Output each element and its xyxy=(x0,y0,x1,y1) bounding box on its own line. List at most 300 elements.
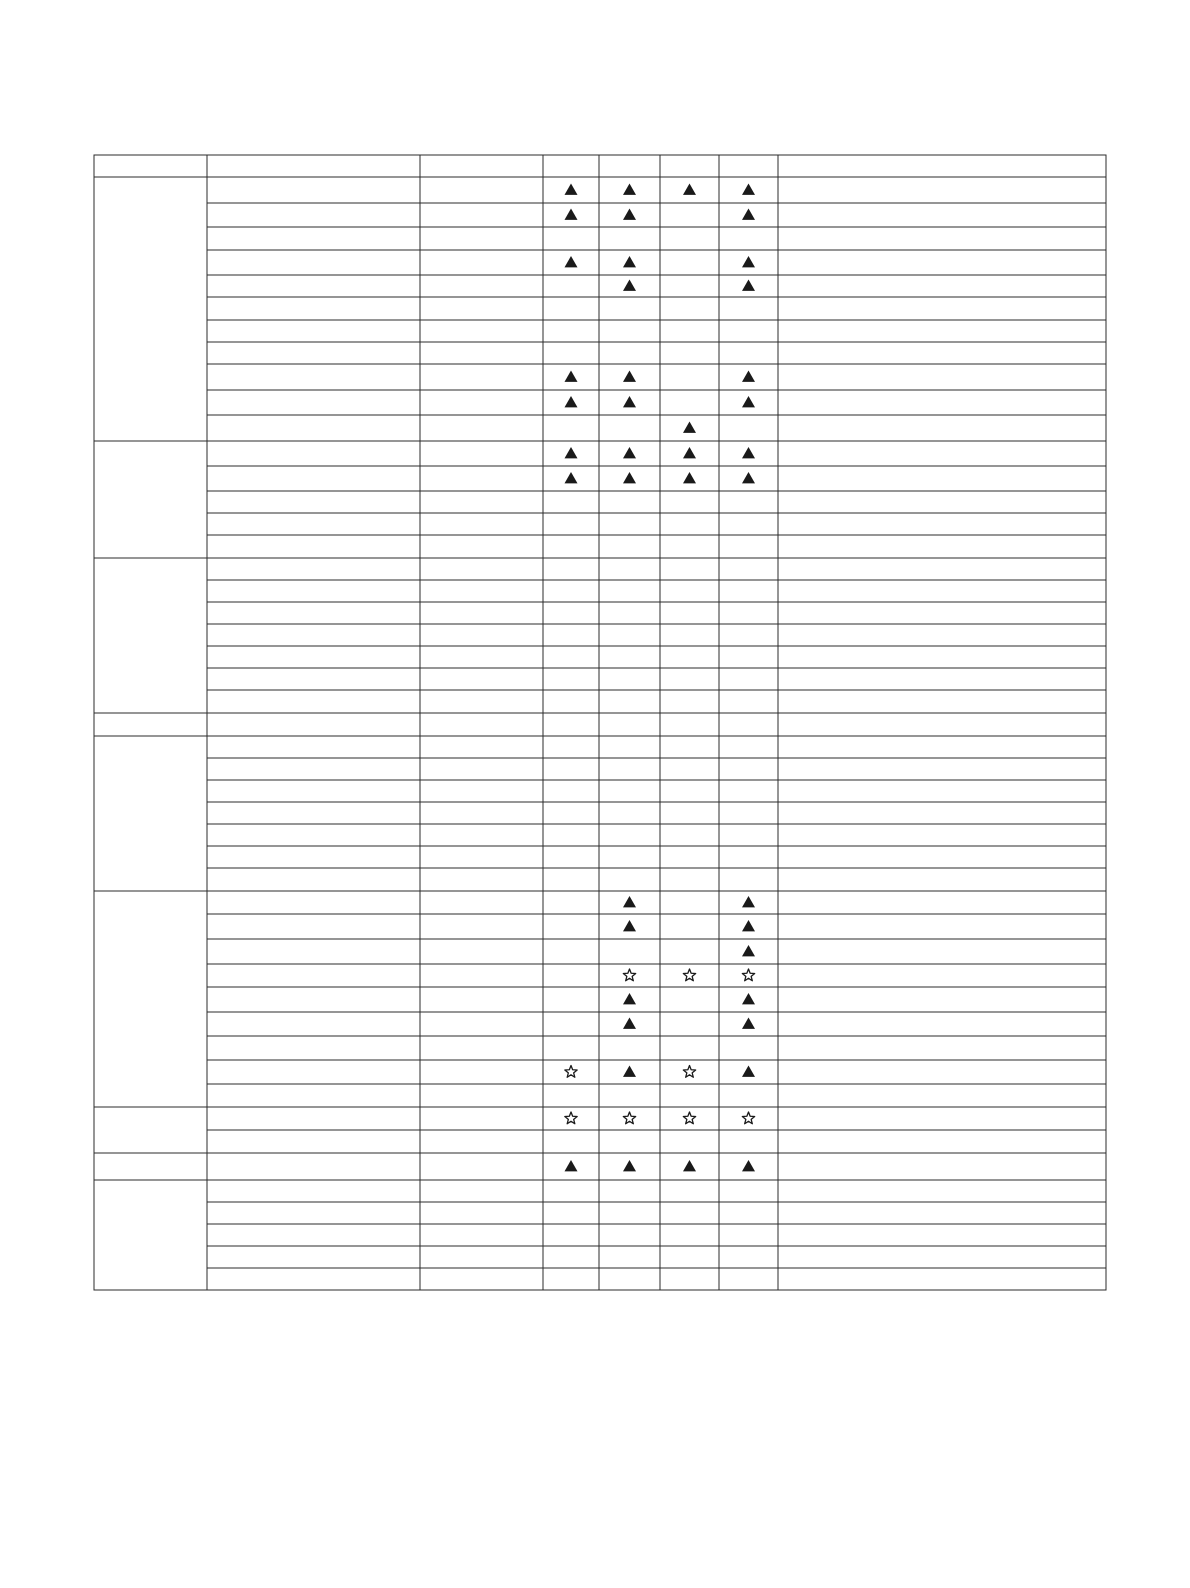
table-cell xyxy=(543,891,599,914)
table-cell xyxy=(207,1012,420,1036)
table-cell xyxy=(778,342,1106,364)
header-cell xyxy=(543,155,599,177)
table-cell xyxy=(599,535,660,558)
table-cell xyxy=(420,415,543,441)
triangle-icon xyxy=(623,371,636,382)
table-cell xyxy=(660,987,719,1012)
table-cell xyxy=(543,297,599,320)
triangle-icon xyxy=(742,1018,755,1029)
table-cell xyxy=(599,1224,660,1246)
table-cell xyxy=(660,1202,719,1224)
triangle-icon xyxy=(623,1018,636,1029)
table-cell xyxy=(599,736,660,758)
table-cell xyxy=(543,1012,599,1036)
table-cell xyxy=(599,415,660,441)
table-cell xyxy=(420,602,543,624)
table-cell xyxy=(599,690,660,713)
table-cell xyxy=(420,1084,543,1107)
table-cell xyxy=(599,1246,660,1268)
table-cell xyxy=(719,1202,778,1224)
table-cell xyxy=(599,868,660,891)
table-cell xyxy=(543,713,599,736)
table-cell xyxy=(207,1180,420,1202)
table-cell xyxy=(543,320,599,342)
triangle-icon xyxy=(742,256,755,267)
table-cell xyxy=(207,1202,420,1224)
table-cell xyxy=(207,364,420,390)
table-cell xyxy=(778,364,1106,390)
table-cell xyxy=(719,558,778,580)
table-cell xyxy=(660,364,719,390)
table-cell xyxy=(420,580,543,602)
table-cell xyxy=(207,513,420,535)
table-cell xyxy=(420,668,543,690)
group-label-cell xyxy=(94,441,207,558)
table-cell xyxy=(660,1107,719,1130)
table-cell xyxy=(543,580,599,602)
table-cell xyxy=(207,939,420,964)
table-cell xyxy=(420,1060,543,1084)
table-cell xyxy=(599,491,660,513)
table-cell xyxy=(778,1224,1106,1246)
table-cell xyxy=(660,1246,719,1268)
table-cell xyxy=(420,987,543,1012)
table-cell xyxy=(719,1268,778,1290)
table-cell xyxy=(778,1107,1106,1130)
table-cell xyxy=(420,802,543,824)
triangle-icon xyxy=(565,447,578,458)
triangle-icon xyxy=(623,993,636,1004)
table-cell xyxy=(543,1180,599,1202)
table-cell xyxy=(778,914,1106,939)
star-icon xyxy=(623,969,635,981)
table-cell xyxy=(207,1130,420,1153)
table-cell xyxy=(778,602,1106,624)
star-icon xyxy=(623,1112,635,1124)
table-cell xyxy=(660,342,719,364)
table-cell xyxy=(420,1107,543,1130)
table-cell xyxy=(778,203,1106,227)
group-label-cell xyxy=(94,891,207,1107)
table-cell xyxy=(778,780,1106,802)
table-cell xyxy=(719,646,778,668)
table-cell xyxy=(543,415,599,441)
table-cell xyxy=(778,580,1106,602)
group-label-cell xyxy=(94,713,207,736)
table-cell xyxy=(207,415,420,441)
table-cell xyxy=(778,846,1106,868)
table-cell xyxy=(207,914,420,939)
triangle-icon xyxy=(742,945,755,956)
table-cell xyxy=(660,891,719,914)
table-cell xyxy=(599,513,660,535)
triangle-icon xyxy=(623,184,636,195)
table-cell xyxy=(207,275,420,297)
triangle-icon xyxy=(565,396,578,407)
table-cell xyxy=(207,390,420,415)
table-cell xyxy=(420,177,543,203)
table-cell xyxy=(778,1036,1106,1060)
table-cell xyxy=(420,535,543,558)
table-cell xyxy=(719,868,778,891)
table-cell xyxy=(660,846,719,868)
table-cell xyxy=(543,939,599,964)
table-cell xyxy=(660,491,719,513)
table-cell xyxy=(599,558,660,580)
table-cell xyxy=(207,846,420,868)
table-cell xyxy=(543,736,599,758)
table-cell xyxy=(719,297,778,320)
table-cell xyxy=(543,758,599,780)
table-cell xyxy=(778,1084,1106,1107)
table-cell xyxy=(207,758,420,780)
star-icon xyxy=(683,1066,695,1078)
table-cell xyxy=(207,802,420,824)
table-cell xyxy=(420,203,543,227)
triangle-icon xyxy=(623,472,636,483)
table-cell xyxy=(719,1036,778,1060)
table-cell xyxy=(599,939,660,964)
table-cell xyxy=(660,868,719,891)
triangle-icon xyxy=(683,422,696,433)
table-cell xyxy=(207,964,420,987)
table-cell xyxy=(778,297,1106,320)
table-cell xyxy=(207,602,420,624)
table-cell xyxy=(778,535,1106,558)
table-cell xyxy=(420,227,543,250)
table-cell xyxy=(420,364,543,390)
table-cell xyxy=(719,1084,778,1107)
table-cell xyxy=(543,802,599,824)
table-cell xyxy=(420,1130,543,1153)
table-cell xyxy=(660,602,719,624)
table-cell xyxy=(420,624,543,646)
table-cell xyxy=(543,1060,599,1084)
table-cell xyxy=(207,1107,420,1130)
table-cell xyxy=(207,868,420,891)
table-cell xyxy=(778,1153,1106,1180)
table-cell xyxy=(207,987,420,1012)
star-icon xyxy=(683,969,695,981)
table-cell xyxy=(599,227,660,250)
table-cell xyxy=(599,846,660,868)
triangle-icon xyxy=(565,209,578,220)
table-cell xyxy=(719,713,778,736)
table-cell xyxy=(420,846,543,868)
table-cell xyxy=(599,713,660,736)
table-cell xyxy=(599,602,660,624)
table-cell xyxy=(660,1130,719,1153)
table-cell xyxy=(420,275,543,297)
table-cell xyxy=(599,1202,660,1224)
triangle-icon xyxy=(565,184,578,195)
table-cell xyxy=(599,780,660,802)
table-cell xyxy=(207,491,420,513)
table-cell xyxy=(207,713,420,736)
table-cell xyxy=(660,320,719,342)
triangle-icon xyxy=(683,1160,696,1171)
table-cell xyxy=(660,227,719,250)
group-label-cell xyxy=(94,1180,207,1290)
table-cell xyxy=(599,802,660,824)
table-cell xyxy=(660,580,719,602)
table-cell xyxy=(207,1153,420,1180)
table-grid xyxy=(94,155,1106,1290)
table-cell xyxy=(778,736,1106,758)
table-cell xyxy=(543,690,599,713)
table-cell xyxy=(778,250,1106,275)
table-cell xyxy=(420,891,543,914)
table-cell xyxy=(778,227,1106,250)
table-cell xyxy=(420,713,543,736)
table-cell xyxy=(660,802,719,824)
triangle-icon xyxy=(683,447,696,458)
table-cell xyxy=(719,1246,778,1268)
triangle-icon xyxy=(742,1160,755,1171)
header-cell xyxy=(599,155,660,177)
table-cell xyxy=(207,891,420,914)
table-cell xyxy=(207,466,420,491)
table-cell xyxy=(660,914,719,939)
table-cell xyxy=(543,780,599,802)
table-cell xyxy=(778,690,1106,713)
table-cell xyxy=(599,342,660,364)
triangle-icon xyxy=(623,920,636,931)
table-cell xyxy=(719,227,778,250)
triangle-icon xyxy=(623,896,636,907)
table-cell xyxy=(778,177,1106,203)
table-cell xyxy=(207,558,420,580)
table-cell xyxy=(778,964,1106,987)
table-cell xyxy=(543,824,599,846)
group-label-cell xyxy=(94,1107,207,1153)
table-cell xyxy=(719,342,778,364)
table-cell xyxy=(778,1012,1106,1036)
table-cell xyxy=(420,297,543,320)
triangle-icon xyxy=(742,371,755,382)
triangle-icon xyxy=(623,396,636,407)
table-cell xyxy=(778,320,1106,342)
table-cell xyxy=(420,491,543,513)
table-cell xyxy=(778,713,1106,736)
table-cell xyxy=(660,1036,719,1060)
table-cell xyxy=(719,758,778,780)
table-cell xyxy=(420,824,543,846)
header-cell xyxy=(94,155,207,177)
table-cell xyxy=(207,668,420,690)
table-cell xyxy=(543,227,599,250)
table-cell xyxy=(778,802,1106,824)
table-cell xyxy=(420,914,543,939)
table-cell xyxy=(543,602,599,624)
table-cell xyxy=(420,1224,543,1246)
header-cell xyxy=(778,155,1106,177)
table-cell xyxy=(207,1246,420,1268)
table-cell xyxy=(778,646,1106,668)
triangle-icon xyxy=(742,920,755,931)
table-cell xyxy=(719,320,778,342)
table-cell xyxy=(420,390,543,415)
table-cell xyxy=(543,914,599,939)
triangle-icon xyxy=(742,896,755,907)
table-cell xyxy=(543,668,599,690)
triangle-icon xyxy=(742,1066,755,1077)
triangle-icon xyxy=(742,280,755,291)
table-cell xyxy=(660,1268,719,1290)
table-cell xyxy=(660,824,719,846)
table-cell xyxy=(599,320,660,342)
table-cell xyxy=(778,624,1106,646)
table-cell xyxy=(778,491,1106,513)
table-cell xyxy=(719,824,778,846)
triangle-icon xyxy=(623,447,636,458)
star-icon xyxy=(742,969,754,981)
table-cell xyxy=(660,1012,719,1036)
triangle-icon xyxy=(683,184,696,195)
table-cell xyxy=(207,177,420,203)
table-cell xyxy=(778,868,1106,891)
star-icon xyxy=(742,1112,754,1124)
header-cell xyxy=(420,155,543,177)
table-cell xyxy=(420,441,543,466)
table-cell xyxy=(660,535,719,558)
table-cell xyxy=(420,1153,543,1180)
table-cell xyxy=(599,1107,660,1130)
table-cell xyxy=(719,780,778,802)
triangle-icon xyxy=(565,472,578,483)
triangle-icon xyxy=(623,1160,636,1171)
table-cell xyxy=(660,736,719,758)
table-cell xyxy=(778,1202,1106,1224)
table-cell xyxy=(207,824,420,846)
table-cell xyxy=(778,824,1106,846)
table-cell xyxy=(719,535,778,558)
table-cell xyxy=(599,1130,660,1153)
table-cell xyxy=(719,1224,778,1246)
table-cell xyxy=(778,513,1106,535)
table-cell xyxy=(420,758,543,780)
table-cell xyxy=(778,891,1106,914)
table-cell xyxy=(778,441,1106,466)
table-cell xyxy=(660,275,719,297)
table-cell xyxy=(660,780,719,802)
table-cell xyxy=(543,1268,599,1290)
table-cell xyxy=(420,780,543,802)
table-cell xyxy=(719,690,778,713)
table-cell xyxy=(660,690,719,713)
table-cell xyxy=(660,964,719,987)
table-cell xyxy=(207,690,420,713)
group-label-cell xyxy=(94,1153,207,1180)
table-cell xyxy=(719,602,778,624)
table-cell xyxy=(660,758,719,780)
table-cell xyxy=(719,415,778,441)
table-cell xyxy=(660,1224,719,1246)
triangle-icon xyxy=(742,993,755,1004)
table-cell xyxy=(778,1130,1106,1153)
table-cell xyxy=(543,624,599,646)
table-cell xyxy=(543,1107,599,1130)
table-cell xyxy=(543,868,599,891)
triangle-icon xyxy=(623,209,636,220)
table-cell xyxy=(207,535,420,558)
table-cell xyxy=(207,441,420,466)
triangle-icon xyxy=(742,184,755,195)
table-cell xyxy=(719,513,778,535)
table-cell xyxy=(719,491,778,513)
table-cell xyxy=(420,342,543,364)
table-cell xyxy=(778,987,1106,1012)
table-cell xyxy=(207,1060,420,1084)
table-cell xyxy=(660,713,719,736)
triangle-icon xyxy=(742,447,755,458)
table-cell xyxy=(778,275,1106,297)
table-cell xyxy=(207,320,420,342)
star-icon xyxy=(565,1112,577,1124)
table-cell xyxy=(599,1180,660,1202)
table-cell xyxy=(599,668,660,690)
table-cell xyxy=(207,342,420,364)
table-cell xyxy=(719,1130,778,1153)
table-cell xyxy=(543,1202,599,1224)
table-cell xyxy=(420,1012,543,1036)
table-cell xyxy=(778,939,1106,964)
table-cell xyxy=(207,297,420,320)
table-cell xyxy=(543,987,599,1012)
table-cell xyxy=(207,250,420,275)
table-cell xyxy=(660,624,719,646)
table-cell xyxy=(420,558,543,580)
table-cell xyxy=(599,824,660,846)
table-cell xyxy=(207,624,420,646)
table-cell xyxy=(719,736,778,758)
table-cell xyxy=(207,736,420,758)
table-cell xyxy=(719,802,778,824)
triangle-icon xyxy=(742,396,755,407)
table-cell xyxy=(543,535,599,558)
table-cell xyxy=(207,227,420,250)
table-cell xyxy=(719,846,778,868)
table-cell xyxy=(543,513,599,535)
table-cell xyxy=(543,1084,599,1107)
table-cell xyxy=(420,868,543,891)
table-cell xyxy=(420,1180,543,1202)
table-cell xyxy=(207,646,420,668)
table-cell xyxy=(420,513,543,535)
table-cell xyxy=(599,580,660,602)
table-cell xyxy=(420,466,543,491)
table-cell xyxy=(543,558,599,580)
table-cell xyxy=(660,297,719,320)
table-cell xyxy=(778,1180,1106,1202)
header-cell xyxy=(660,155,719,177)
table-cell xyxy=(207,1084,420,1107)
table-cell xyxy=(207,1036,420,1060)
triangle-icon xyxy=(565,371,578,382)
table-cell xyxy=(660,668,719,690)
table-cell xyxy=(660,558,719,580)
table-cell xyxy=(719,1107,778,1130)
triangle-icon xyxy=(742,209,755,220)
table-cell xyxy=(660,1084,719,1107)
table-cell xyxy=(660,1060,719,1084)
table-cell xyxy=(420,320,543,342)
table-cell xyxy=(660,1180,719,1202)
table-cell xyxy=(778,1246,1106,1268)
table-cell xyxy=(599,964,660,987)
triangle-icon xyxy=(623,280,636,291)
triangle-icon xyxy=(565,1160,578,1171)
